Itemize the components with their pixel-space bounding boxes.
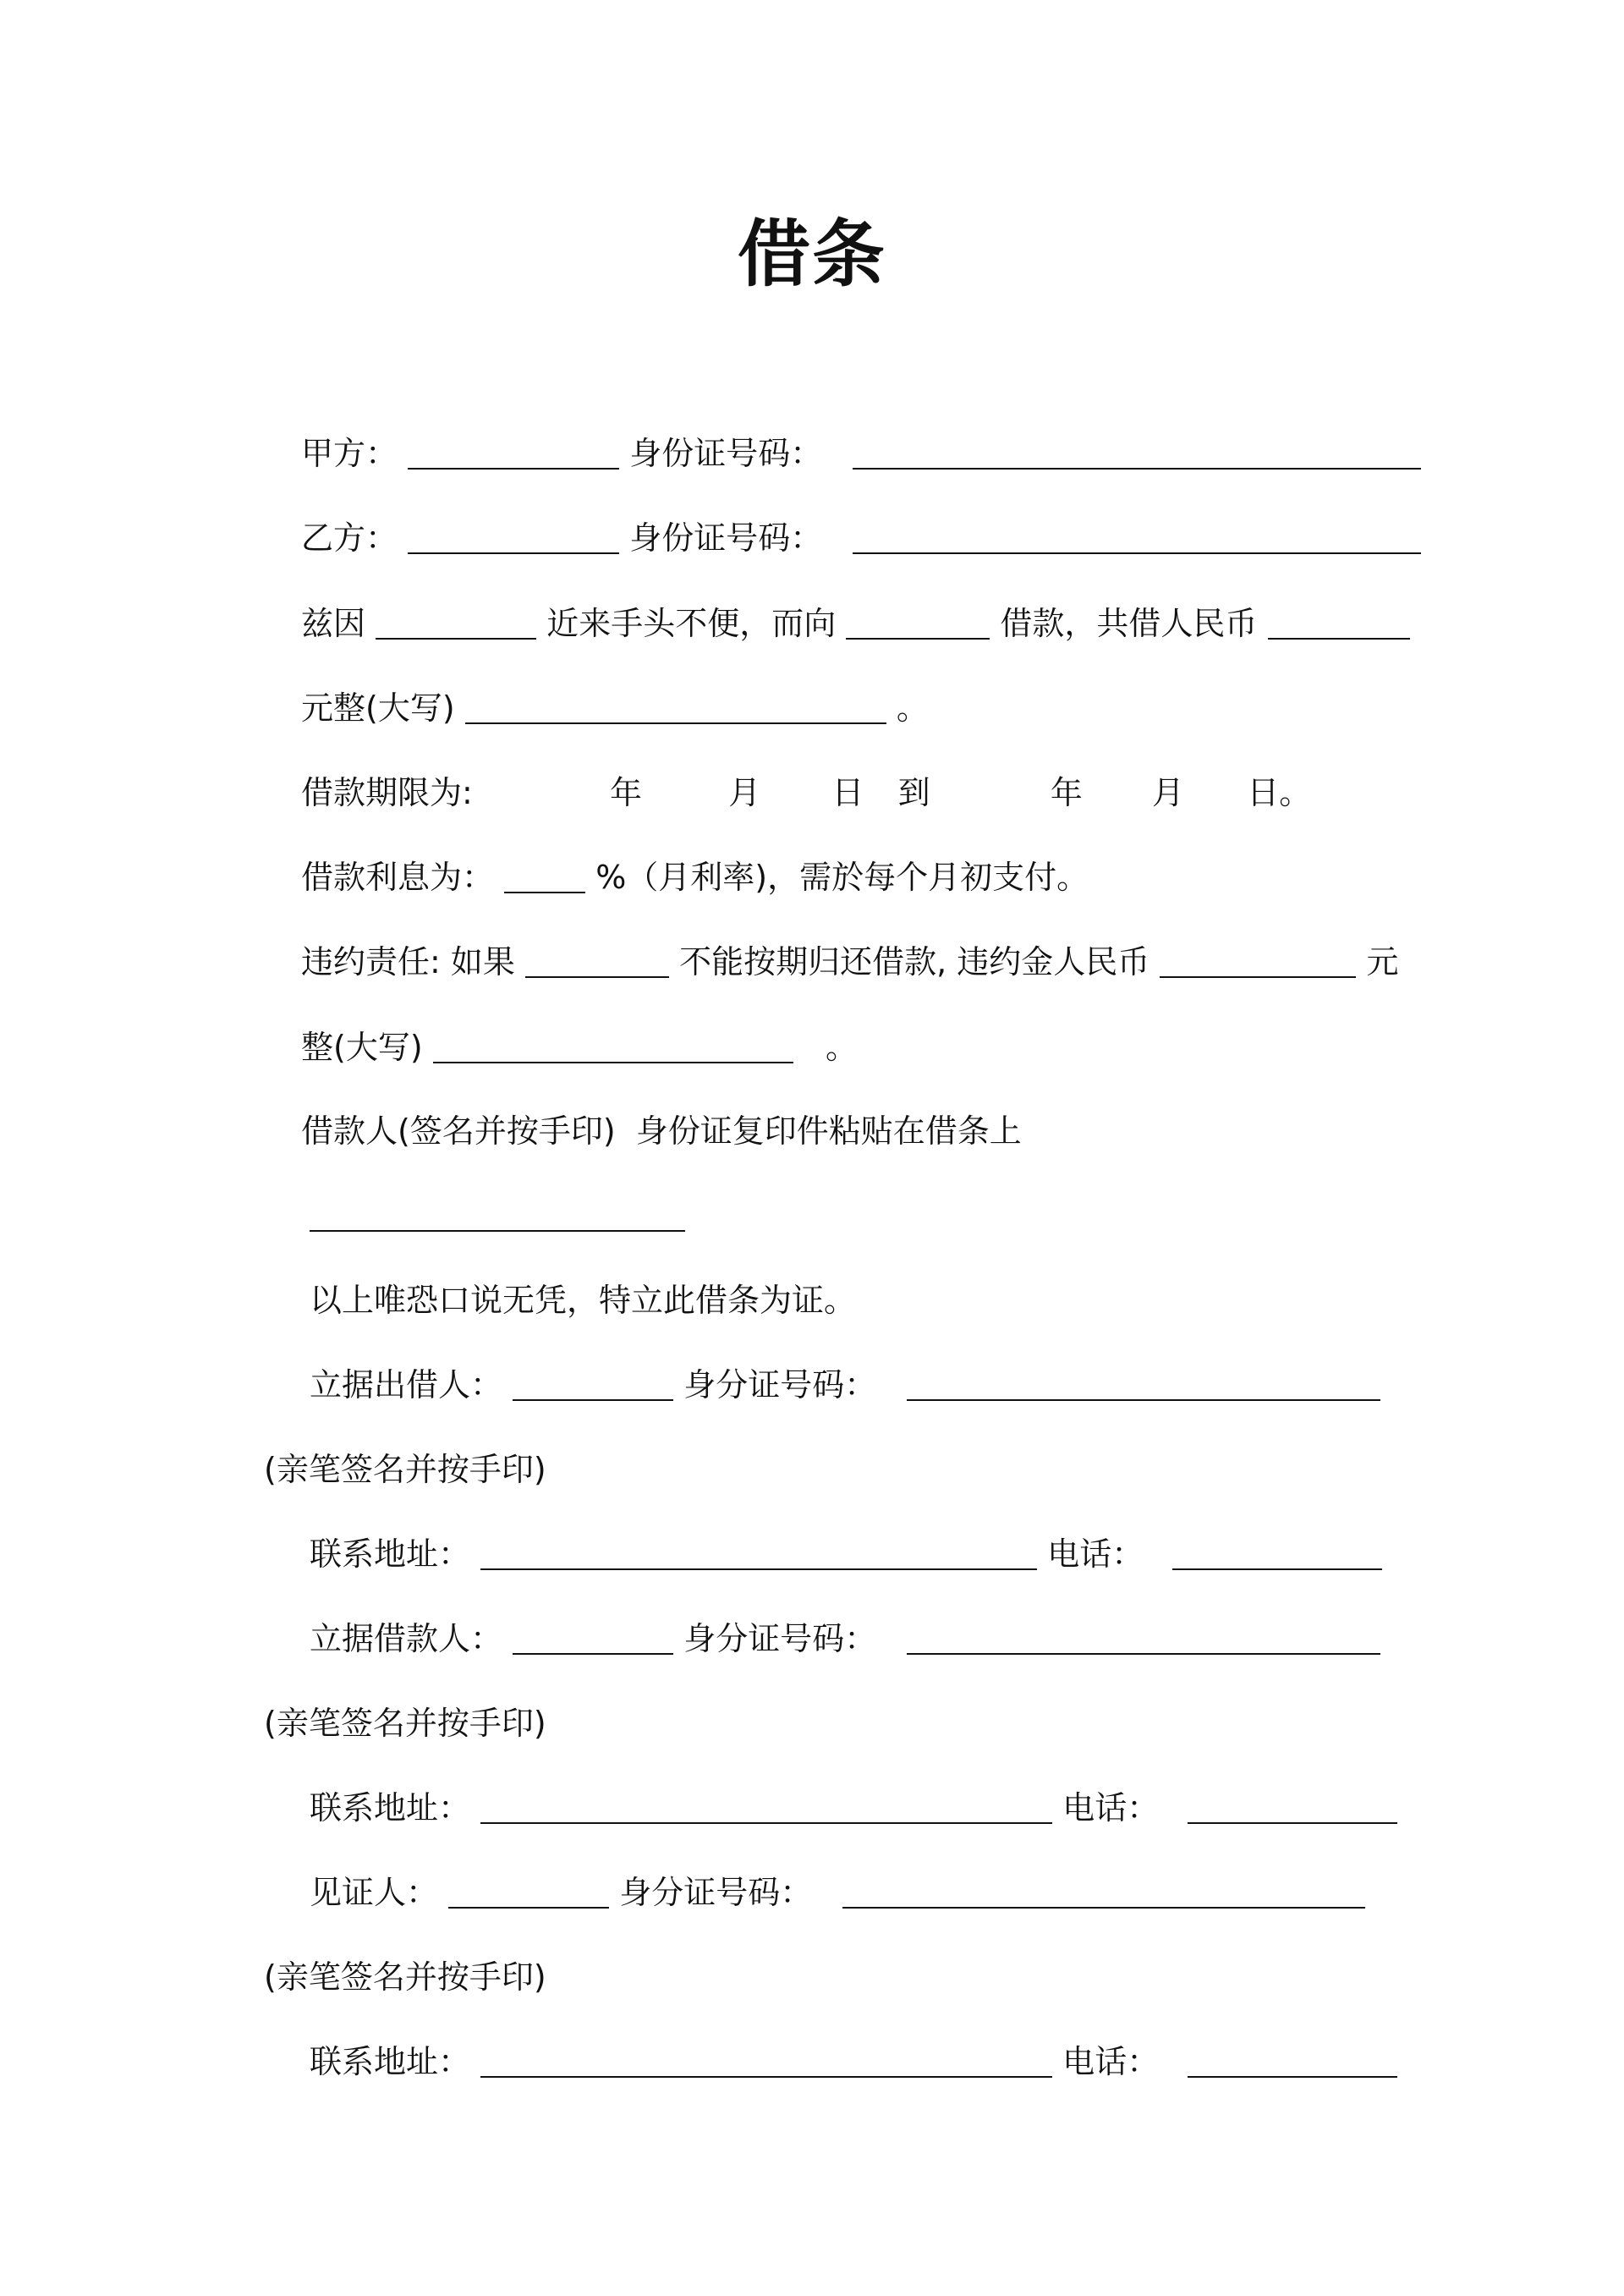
breach-amount-blank[interactable]	[1160, 946, 1356, 978]
breach-row	[301, 943, 1399, 980]
interest-row	[301, 859, 1089, 896]
term-end-year: 年	[1050, 774, 1083, 811]
reason-row	[301, 607, 1410, 640]
party-a-id-blank[interactable]	[853, 437, 1421, 470]
term-label: 借款期限为:	[301, 774, 473, 811]
breach-upper-row	[301, 1029, 858, 1066]
term-row	[301, 774, 1312, 811]
breach-upper-prefix: 整(大写)	[301, 1029, 423, 1066]
witness-id-blank[interactable]	[842, 1876, 1365, 1909]
breach-yuan: 元	[1366, 943, 1399, 980]
term-start-day: 日	[831, 774, 864, 811]
lender-row	[310, 1366, 1380, 1403]
witness-phone-label: 电话：	[1062, 2043, 1160, 2080]
witness-row	[310, 1876, 1365, 1909]
reason-mid: 近来手头不便，而向	[546, 605, 837, 642]
borrower-address-label: 联系地址：	[310, 1789, 471, 1826]
amount-blank[interactable]	[1268, 607, 1410, 640]
reason-blank[interactable]	[376, 607, 536, 640]
amount-upper-stop: 。	[896, 689, 929, 727]
breach-party-blank[interactable]	[525, 946, 669, 978]
borrower-phone-blank[interactable]	[1188, 1792, 1397, 1824]
party-a-row	[301, 437, 1421, 470]
statement: 以上唯恐口说无凭，特立此借条为证。	[310, 1282, 857, 1319]
amount-upper-blank[interactable]	[465, 692, 886, 724]
lender-label: 立据出借人：	[310, 1366, 503, 1403]
lender-phone-blank[interactable]	[1172, 1538, 1382, 1570]
term-start-month: 月	[728, 774, 761, 811]
breach-upper-blank[interactable]	[433, 1031, 793, 1063]
witness-phone-blank[interactable]	[1188, 2046, 1397, 2078]
page-title: 借条	[738, 212, 886, 297]
lender-id-label: 身分证号码：	[683, 1366, 877, 1403]
borrower-address-blank[interactable]	[480, 1792, 1052, 1824]
witness-address-blank[interactable]	[480, 2046, 1052, 2078]
witness-sign-note: (亲笔签名并按手印)	[264, 1958, 546, 1996]
borrower-signature-blank[interactable]	[310, 1200, 685, 1232]
party-a-label: 甲方：	[301, 435, 398, 472]
borrower-id-blank[interactable]	[907, 1623, 1380, 1655]
witness-name-blank[interactable]	[448, 1876, 609, 1909]
witness-label: 见证人：	[310, 1874, 439, 1911]
party-b-id-blank[interactable]	[853, 522, 1421, 554]
term-end-day: 日。	[1247, 774, 1312, 811]
party-b-row	[301, 519, 1421, 557]
reason-suffix: 借款，共借人民币	[1000, 605, 1258, 642]
witness-id-label: 身分证号码：	[619, 1874, 813, 1911]
borrower-row	[310, 1620, 1380, 1657]
borrower-phone-label: 电话：	[1062, 1789, 1160, 1826]
party-a-name-blank[interactable]	[408, 437, 619, 470]
borrower-name-blank[interactable]	[513, 1623, 673, 1655]
breach-upper-stop: 。	[825, 1029, 858, 1066]
lender-signature-blank[interactable]	[513, 1369, 673, 1401]
amount-upper-prefix: 元整(大写)	[301, 689, 455, 727]
interest-rate-blank[interactable]	[504, 861, 585, 893]
reason-prefix: 兹因	[301, 605, 366, 642]
borrower-signature-row	[310, 1200, 685, 1232]
lender-id-blank[interactable]	[907, 1369, 1380, 1401]
witness-address-row	[310, 2043, 1397, 2080]
lender-address-row	[310, 1535, 1382, 1573]
breach-mid: 不能按期归还借款, 违约金人民币	[679, 943, 1150, 980]
borrower-id-label: 身分证号码：	[683, 1620, 877, 1657]
lender-name-blank[interactable]	[846, 607, 990, 640]
borrower-sign-note: 借款人(签名并按手印) 身份证复印件粘贴在借条上	[301, 1112, 1022, 1150]
interest-label: 借款利息为：	[301, 859, 495, 896]
term-start-year: 年	[610, 774, 643, 811]
borrower-sign-note-2: (亲笔签名并按手印)	[264, 1705, 546, 1742]
term-end-month: 月	[1152, 774, 1185, 811]
lender-address-blank[interactable]	[480, 1538, 1037, 1570]
borrower-label: 立据借款人：	[310, 1620, 503, 1657]
borrower-address-row	[310, 1789, 1397, 1826]
party-a-id-label: 身份证号码：	[629, 435, 823, 472]
amount-upper-row	[301, 689, 929, 727]
interest-suffix: %（月利率)，需於每个月初支付。	[595, 859, 1089, 896]
party-b-label: 乙方：	[301, 519, 398, 557]
lender-address-label: 联系地址：	[310, 1535, 471, 1573]
party-b-name-blank[interactable]	[408, 522, 619, 554]
lender-sign-note: (亲笔签名并按手印)	[264, 1451, 546, 1488]
term-to: 到	[897, 774, 930, 811]
lender-phone-label: 电话：	[1047, 1535, 1144, 1573]
witness-address-label: 联系地址：	[310, 2043, 471, 2080]
breach-prefix: 违约责任: 如果	[301, 943, 515, 980]
party-b-id-label: 身份证号码：	[629, 519, 823, 557]
